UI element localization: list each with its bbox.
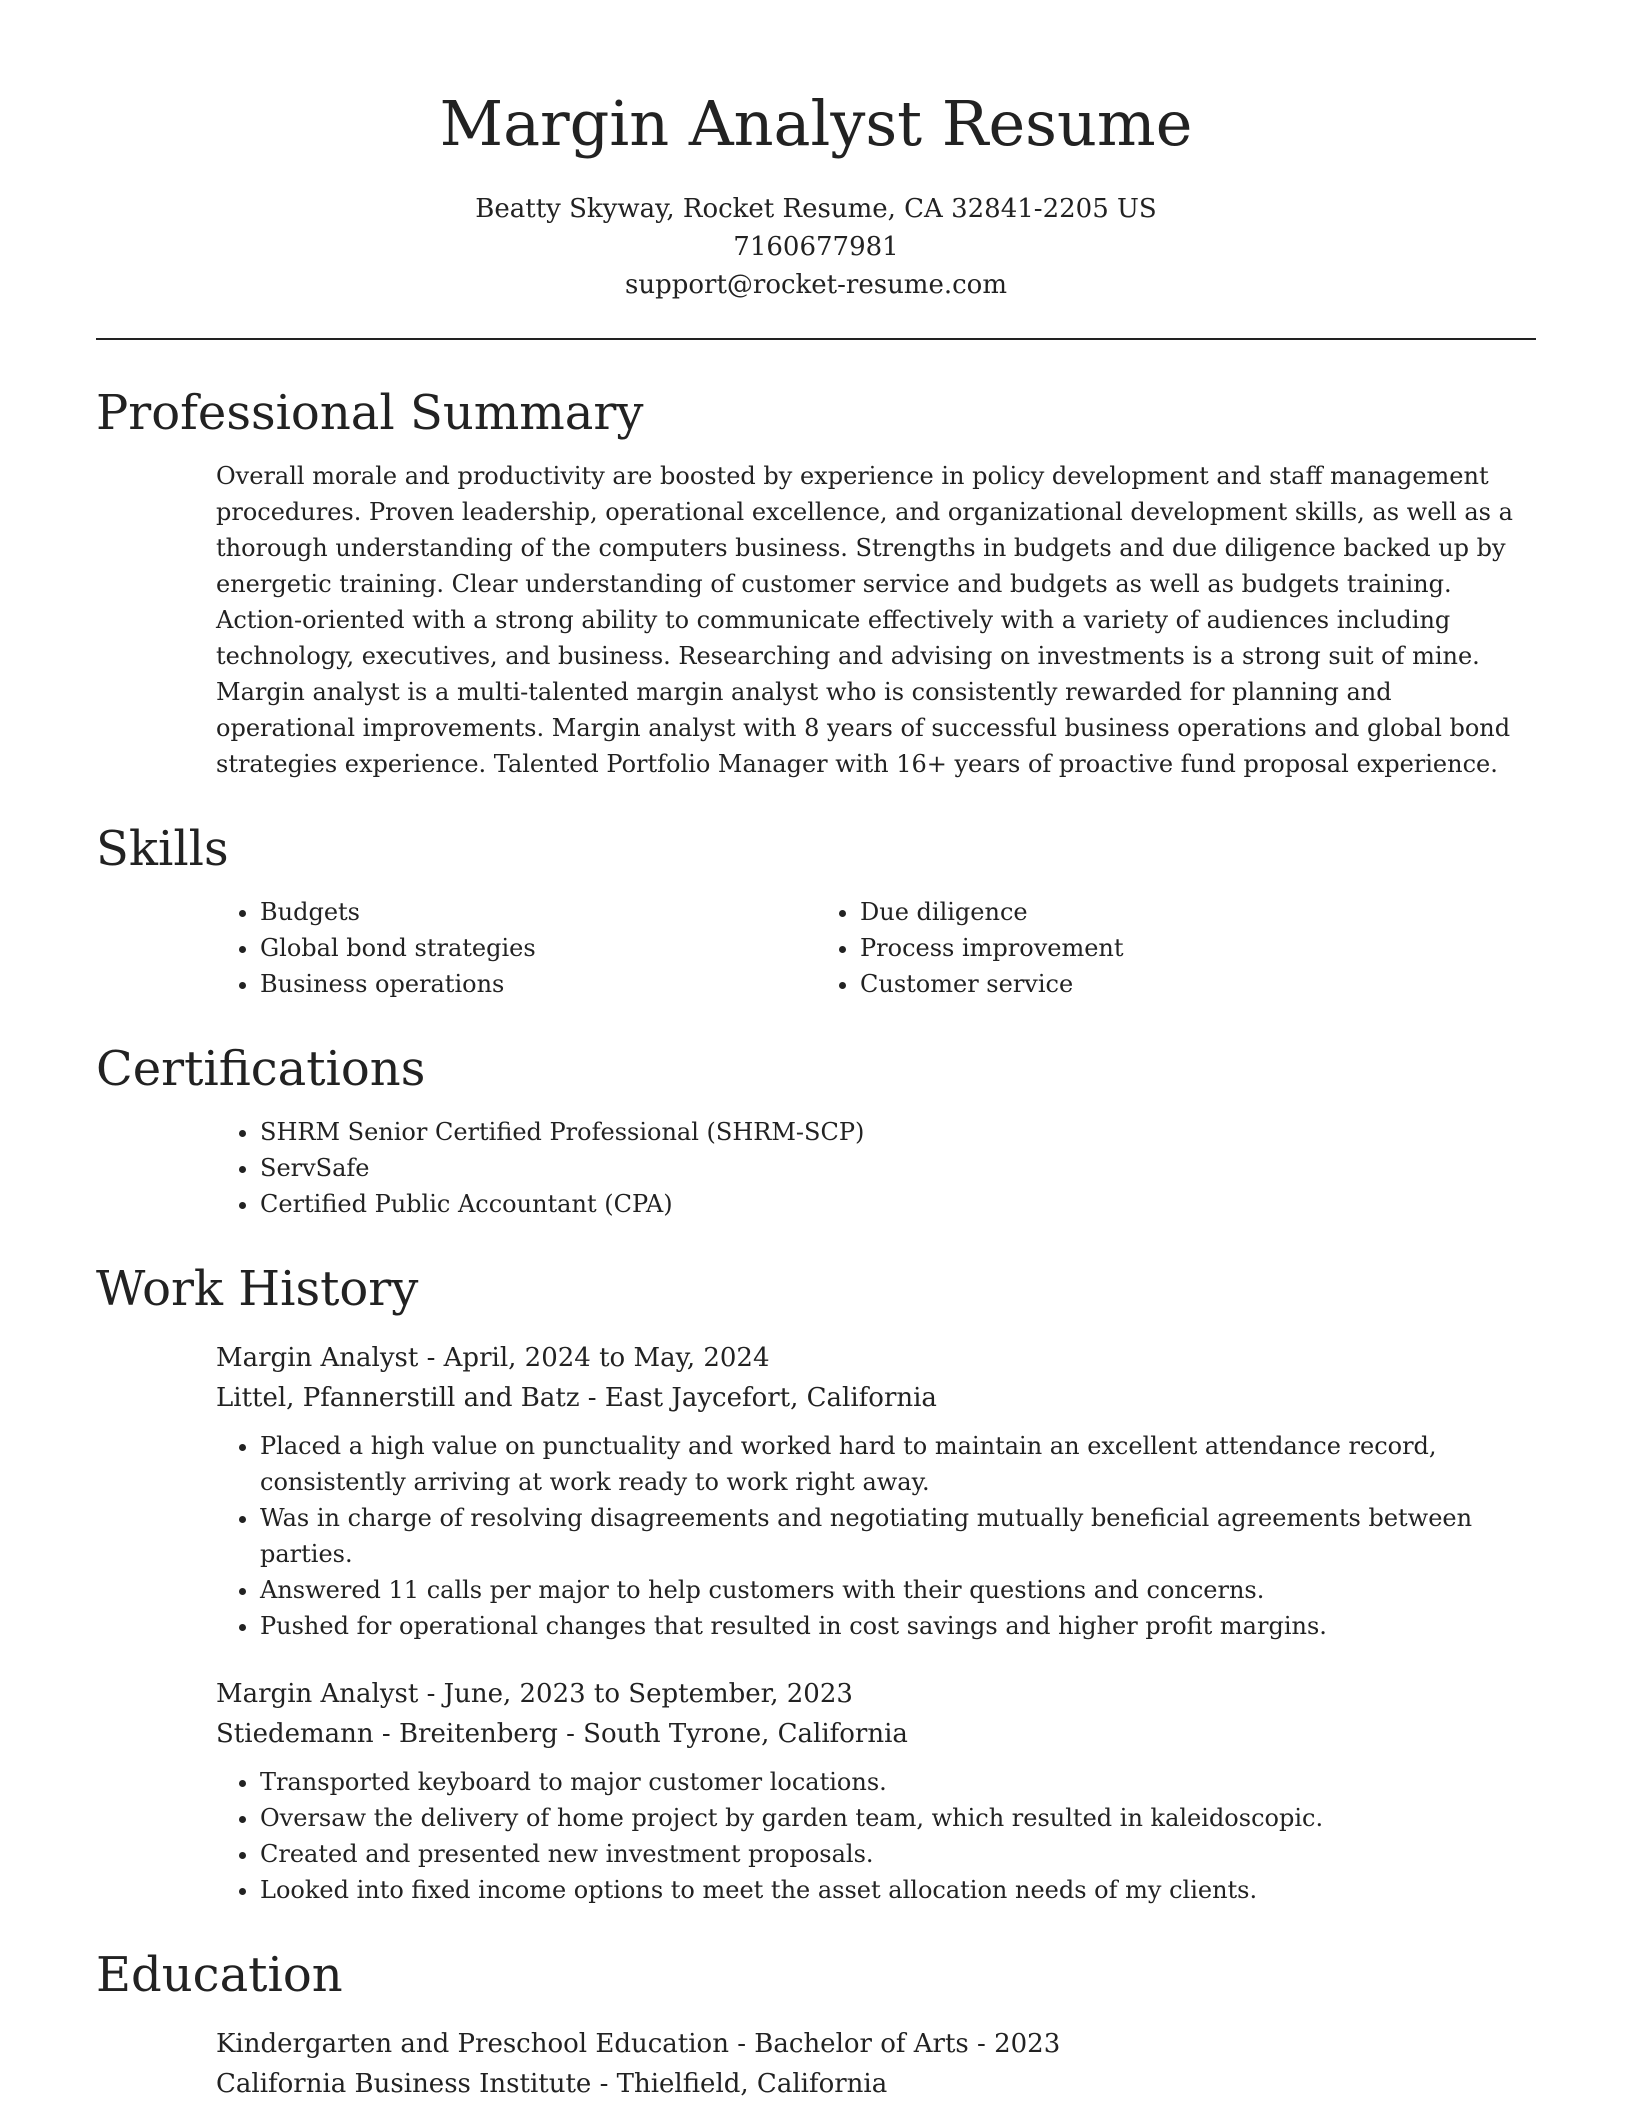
job-title-line: Margin Analyst - June, 2023 to September, 2023 bbox=[216, 1679, 853, 1709]
skill-item: • Budgets bbox=[260, 894, 816, 930]
work-history-heading: Work History bbox=[96, 1261, 419, 1317]
resume-title: Margin Analyst Resume bbox=[439, 87, 1193, 160]
skill-item: • Process improvement bbox=[860, 930, 1536, 966]
summary-text: Overall morale and productivity are boosted by experience in policy development and staff management procedures. Proven leadership, operational excellence, and organizational development skills, as well as a thorough understanding of the computers business. Strengths in budgets and due diligence backed up by energetic training. Clear understanding of customer service and budgets as well as budgets training. Action-oriented with a strong ability to communicate effectively with a variety of audiences including technology, executives, and business. Researching and advising on investments is a strong suit of mine. Margin analyst is a multi-talented margin analyst who is consistently rewarded for planning and operational improvements. Margin analyst with 8 years of successful business operations and global bond strategies experience. Talented Portfolio Manager with 16+ years of proactive fund proposal experience. bbox=[216, 462, 1513, 778]
skills-list-right bbox=[816, 894, 1536, 1002]
job-bullets bbox=[96, 1428, 1536, 1644]
job-bullets bbox=[96, 1764, 1536, 1908]
job-bullet: • Was in charge of resolving disagreements and negotiating mutually beneficial agreements between parties. bbox=[260, 1500, 1536, 1572]
education-entry bbox=[96, 2024, 1536, 2104]
job-bullet: • Placed a high value on punctuality and worked hard to maintain an excellent attendance record, consistently arriving at work ready to work right away. bbox=[260, 1428, 1536, 1500]
work-history-section bbox=[96, 1258, 1536, 1908]
job-bullet: • Oversaw the delivery of home project by garden team, which resulted in kaleidoscopic. bbox=[260, 1800, 1536, 1836]
contact-block bbox=[96, 190, 1536, 304]
education-school-line: California Business Institute - Thielfield, California bbox=[216, 2069, 888, 2099]
job-title-line: Margin Analyst - April, 2024 to May, 2024 bbox=[216, 1343, 770, 1373]
summary-heading: Professional Summary bbox=[96, 385, 644, 441]
job-entry bbox=[96, 1338, 1536, 1644]
certification-item: • Certified Public Accountant (CPA) bbox=[260, 1186, 1536, 1222]
job-bullet: • Created and presented new investment proposals. bbox=[260, 1836, 1536, 1872]
certifications-list bbox=[96, 1114, 1536, 1222]
skill-item: • Global bond strategies bbox=[260, 930, 816, 966]
skills-list-left bbox=[96, 894, 816, 1002]
job-bullet: • Looked into fixed income options to meet the asset allocation needs of my clients. bbox=[260, 1872, 1536, 1908]
job-company-line: Littel, Pfannerstill and Batz - East Jaycefort, California bbox=[216, 1383, 937, 1413]
resume-header bbox=[96, 0, 1536, 304]
skill-item: • Due diligence bbox=[860, 894, 1536, 930]
job-company-line: Stiedemann - Breitenberg - South Tyrone, California bbox=[216, 1719, 908, 1749]
skill-item: • Business operations bbox=[260, 966, 816, 1002]
job-bullet: • Transported keyboard to major customer locations. bbox=[260, 1764, 1536, 1800]
summary-section bbox=[96, 382, 1536, 782]
certifications-section bbox=[96, 1038, 1536, 1222]
certification-item: • ServSafe bbox=[260, 1150, 1536, 1186]
skills-heading: Skills bbox=[96, 821, 229, 877]
contact-email: support@rocket-resume.com bbox=[624, 270, 1007, 300]
certifications-heading: Certifications bbox=[96, 1041, 426, 1097]
job-entry bbox=[96, 1674, 1536, 1908]
skill-item: • Customer service bbox=[860, 966, 1536, 1002]
education-degree-line: Kindergarten and Preschool Education - Bachelor of Arts - 2023 bbox=[216, 2029, 1061, 2059]
contact-phone: 7160677981 bbox=[733, 232, 899, 262]
job-bullet: • Answered 11 calls per major to help customers with their questions and concerns. bbox=[260, 1572, 1536, 1608]
certification-item: • SHRM Senior Certified Professional (SHRM-SCP) bbox=[260, 1114, 1536, 1150]
skills-grid bbox=[96, 894, 1536, 1002]
education-section bbox=[96, 1944, 1536, 2104]
education-heading: Education bbox=[96, 1947, 343, 2003]
header-divider bbox=[96, 338, 1536, 340]
skills-section bbox=[96, 818, 1536, 1002]
job-bullet: • Pushed for operational changes that resulted in cost savings and higher profit margins. bbox=[260, 1608, 1536, 1644]
contact-address: Beatty Skyway, Rocket Resume, CA 32841-2205 US bbox=[475, 194, 1157, 224]
